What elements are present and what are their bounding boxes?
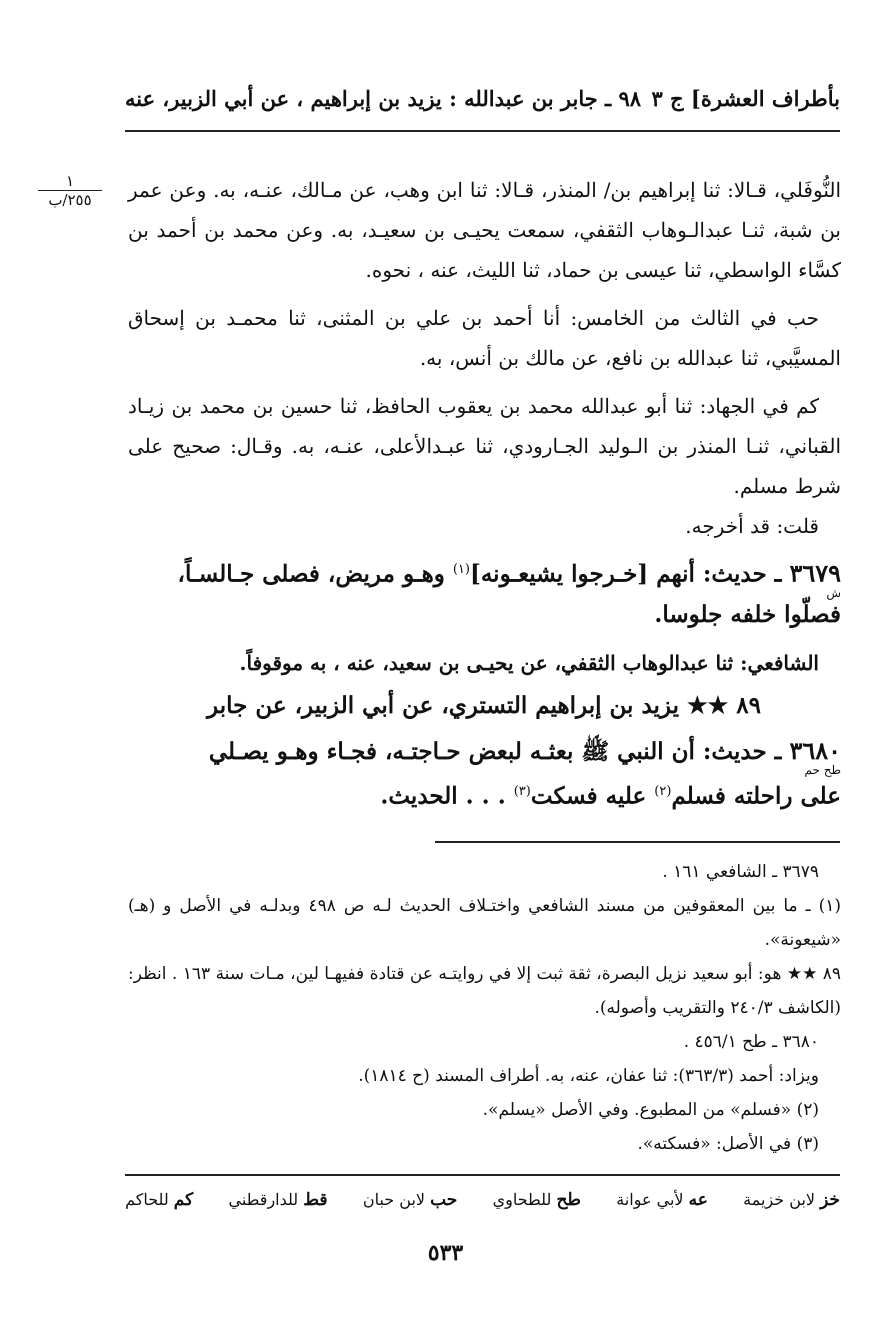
abbreviation-item: خز لابن خزيمة [743, 1190, 840, 1210]
header-left: ٩٨ ـ جابر بن عبدالله : يزيد بن إبراهيم ، عن أبي الزبير، عنه [125, 85, 642, 111]
header-right: بأطراف العشرة] ج ٣ [651, 85, 840, 111]
footnotes [128, 855, 841, 1161]
abbreviation-rule [125, 1174, 840, 1176]
abbreviation-key [125, 1190, 840, 1210]
abbreviation-item: عه لأبي عوانة [616, 1190, 708, 1210]
hadith-3679-line2: فصلّوا خلفه جلوسا. [654, 600, 841, 628]
abbreviation-item: قط للدارقطني [228, 1190, 328, 1210]
source-mark: ش [826, 585, 841, 600]
footnote: ٨٩ ★★ هو: أبو سعيد نزيل البصرة، ثقة ثبت إلا في روايتـه عن قتادة ففيهـا لين، مـات سنة ١٦٣ . انظر: (الكاشف ٢٤٠/٣ والتقريب وأصوله). [128, 964, 842, 1018]
paragraph-ibn-hibban: حب في الثالث من الخامس: أنا أحمد بن علي بن المثنى، ثنا محمـد بن إسحاق المسيَّبي، ثنا عبدالله بن نافع، عن مالك بن أنس، به. [128, 306, 841, 370]
narrator-heading: ٨٩ ★★ يزيد بن إبراهيم التستري، عن أبي الزبير، عن جابر [207, 691, 761, 719]
abbreviation-item: كم للحاكم [125, 1190, 194, 1210]
hadith-3679 [128, 548, 841, 600]
folio-bottom: ٢٥٥/ب [38, 190, 102, 209]
footnote: (٢) «فسلم» من المطبوع. وفي الأصل «يسلم». [482, 1100, 819, 1120]
paragraph-hakim: كم في الجهاد: ثنا أبو عبدالله محمد بن يعقوب الحافظ، ثنا حسين بن محمد بن زيـاد القباني، ثنـا المنذر بن الـوليد الجـارودي، ثنا عبـدالأعلى، عنـه، به. وقـال: صحيح على شرط مسلم. [128, 394, 841, 498]
footnote: ٣٦٧٩ ـ الشافعي ١٦١ . [662, 862, 819, 882]
abbreviation-item: طح للطحاوي [492, 1190, 581, 1210]
footnote-rule [435, 841, 840, 843]
hadith-text: ـ حديث: أن النبي ﷺ بعثـه لبعض حـاجتـه، فجـاء وهـو يصـلي [208, 737, 782, 765]
source-mark: طح حم [804, 762, 841, 777]
hadith-number: ٣٦٨٠ [789, 735, 841, 765]
footnote-ref: (٢) [654, 783, 672, 799]
running-header [125, 78, 840, 118]
folio-top: ١ [65, 172, 75, 190]
footnote-ref: (١) [452, 562, 470, 577]
paragraph-1: النُّوفَلي، قـالا: ثنا إبراهيم بن/ المنذر، قـالا: ثنا ابن وهب، عن مـالك، عنـه، به. وعن عمر بن شبة، ثنـا عبدالـوهاب الثقفي، سمعت يحيـى بن سعيـد، به. وعن محمد بن أحمد بن كسَّاء الواسطي، ثنا عيسى بن حماد، ثنا الليث، عنه ، نحوه. [128, 178, 841, 282]
hadith-3680-line2 [128, 770, 841, 819]
hadith-number: ٣٦٧٩ [789, 558, 841, 588]
paragraph-note: قلت: قد أخرجه. [685, 514, 819, 538]
footnote: (٣) في الأصل: «فسكته». [637, 1134, 819, 1154]
footnote: ويزاد: أحمد (٣٦٣/٣): ثنا عفان، عنه، به. أطراف المسند (ح ١٨١٤). [358, 1066, 819, 1086]
hadith-text: عليه فسكت [530, 782, 647, 810]
hadith-3680 [128, 729, 841, 777]
hadith-text: وهـو مريض، فصلى جـالسـاً، [177, 560, 445, 588]
hadith-text: على راحلته فسلم [671, 782, 841, 810]
page-number: ٥٣٣ [427, 1240, 464, 1266]
abbreviation-item: حب لابن حبان [362, 1190, 458, 1210]
footnote-ref: (٣) [513, 783, 531, 799]
manuscript-folio-note [30, 172, 110, 209]
main-text [128, 170, 841, 818]
footnote: (١) ـ ما بين المعقوفين من مسند الشافعي واختـلاف الحديث لـه ص ٤٩٨ وبدلـه في الأصل و (هـ) «شيعونة». [128, 896, 842, 950]
hadith-text: ـ حديث: أنهم [خـرجوا يشيعـونه] [469, 560, 782, 588]
header-rule [125, 130, 840, 132]
footnote: ٣٦٨٠ ـ طح ٤٥٦/١ . [683, 1032, 819, 1052]
paragraph-shafii: الشافعي: ثنا عبدالوهاب الثقفي، عن يحيـى بن سعيد، عنه ، به موقوفاً. [239, 650, 819, 675]
hadith-text: . . . الحديث. [380, 782, 506, 810]
